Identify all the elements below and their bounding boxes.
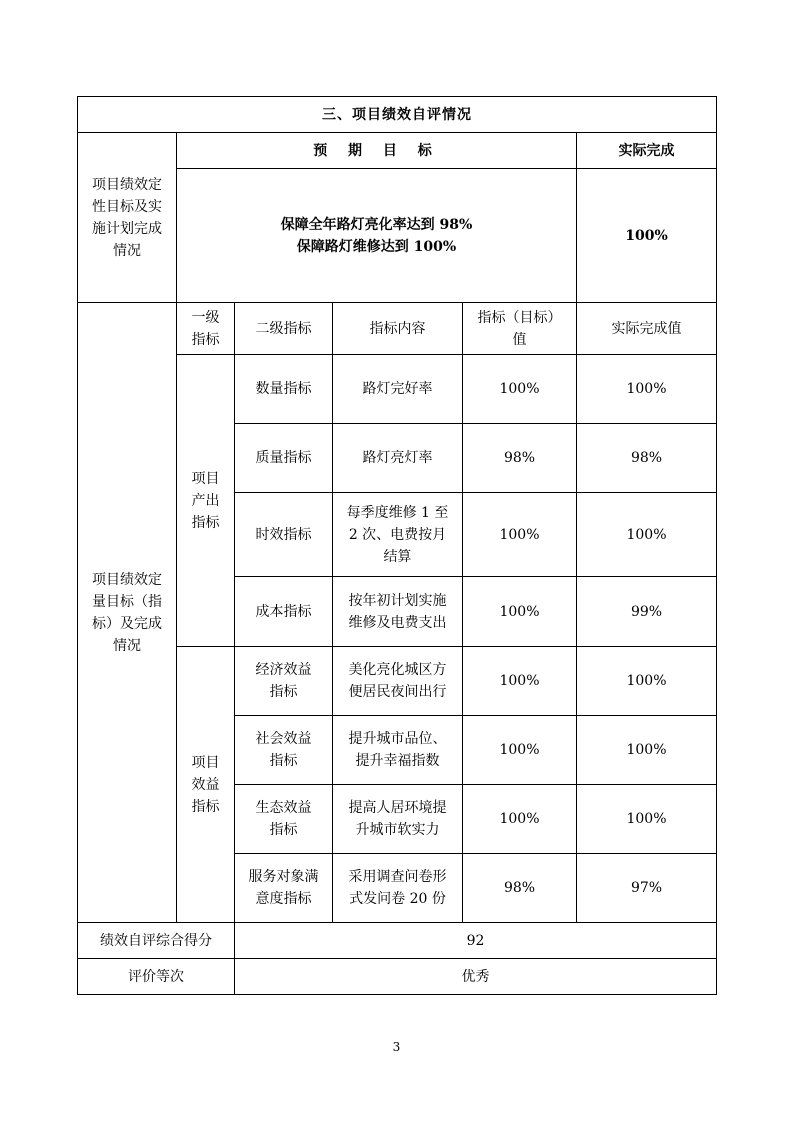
page-number: 3 bbox=[392, 1040, 401, 1054]
level2-cell: 社会效益 指标 bbox=[235, 716, 333, 785]
level1-benefit: 项目 效益 指标 bbox=[177, 647, 235, 923]
qualitative-row-label: 项目绩效定 性目标及实 施计划完成 情况 bbox=[78, 133, 177, 303]
actual-cell: 99% bbox=[577, 577, 717, 647]
level1-header: 一级 指标 bbox=[177, 303, 235, 355]
content-cell: 采用调查问卷形 式发问卷 20 份 bbox=[333, 854, 463, 923]
expected-goal-content bbox=[177, 169, 577, 303]
level1-output: 项目 产出 指标 bbox=[177, 355, 235, 647]
target-cell: 100% bbox=[463, 716, 577, 785]
actual-cell: 98% bbox=[577, 424, 717, 493]
level2-cell: 经济效益 指标 bbox=[235, 647, 333, 716]
actual-cell: 100% bbox=[577, 493, 717, 577]
content-header: 指标内容 bbox=[333, 303, 463, 355]
level2-header: 二级指标 bbox=[235, 303, 333, 355]
content-cell: 每季度维修 1 至 2 次、电费按月 结算 bbox=[333, 493, 463, 577]
target-header: 指标（目标） 值 bbox=[463, 303, 577, 355]
level2-cell: 时效指标 bbox=[235, 493, 333, 577]
level2-cell: 生态效益 指标 bbox=[235, 785, 333, 854]
level2-cell: 质量指标 bbox=[235, 424, 333, 493]
expected-goal-line-1: 保障全年路灯亮化率达到 98% bbox=[280, 216, 473, 233]
grade-value: 优秀 bbox=[235, 959, 717, 995]
expected-goal-header: 预 期 目 标 bbox=[177, 133, 577, 169]
target-cell: 100% bbox=[463, 577, 577, 647]
actual-value-header: 实际完成值 bbox=[577, 303, 717, 355]
expected-goal-line-2: 保障路灯维修达到 100% bbox=[296, 238, 457, 255]
section-title: 三、项目绩效自评情况 bbox=[78, 97, 717, 133]
target-cell: 100% bbox=[463, 785, 577, 854]
quantitative-row-label: 项目绩效定 量目标（指 标）及完成 情况 bbox=[78, 303, 177, 923]
content-cell: 路灯亮灯率 bbox=[333, 424, 463, 493]
target-cell: 98% bbox=[463, 424, 577, 493]
content-cell: 路灯完好率 bbox=[333, 355, 463, 424]
actual-cell: 100% bbox=[577, 647, 717, 716]
target-cell: 100% bbox=[463, 355, 577, 424]
content-cell: 提高人居环境提 升城市软实力 bbox=[333, 785, 463, 854]
content-cell: 美化亮化城区方 便居民夜间出行 bbox=[333, 647, 463, 716]
level2-cell: 数量指标 bbox=[235, 355, 333, 424]
score-value: 92 bbox=[235, 923, 717, 959]
content-cell: 提升城市品位、 提升幸福指数 bbox=[333, 716, 463, 785]
actual-cell: 100% bbox=[577, 355, 717, 424]
grade-label: 评价等次 bbox=[78, 959, 235, 995]
level2-cell: 成本指标 bbox=[235, 577, 333, 647]
actual-completion-value: 100% bbox=[577, 169, 717, 303]
actual-cell: 100% bbox=[577, 716, 717, 785]
actual-completion-header: 实际完成 bbox=[577, 133, 717, 169]
actual-cell: 100% bbox=[577, 785, 717, 854]
target-cell: 100% bbox=[463, 493, 577, 577]
actual-cell: 97% bbox=[577, 854, 717, 923]
content-cell: 按年初计划实施 维修及电费支出 bbox=[333, 577, 463, 647]
target-cell: 100% bbox=[463, 647, 577, 716]
performance-table bbox=[77, 96, 717, 995]
level2-cell: 服务对象满 意度指标 bbox=[235, 854, 333, 923]
score-label: 绩效自评综合得分 bbox=[78, 923, 235, 959]
target-cell: 98% bbox=[463, 854, 577, 923]
